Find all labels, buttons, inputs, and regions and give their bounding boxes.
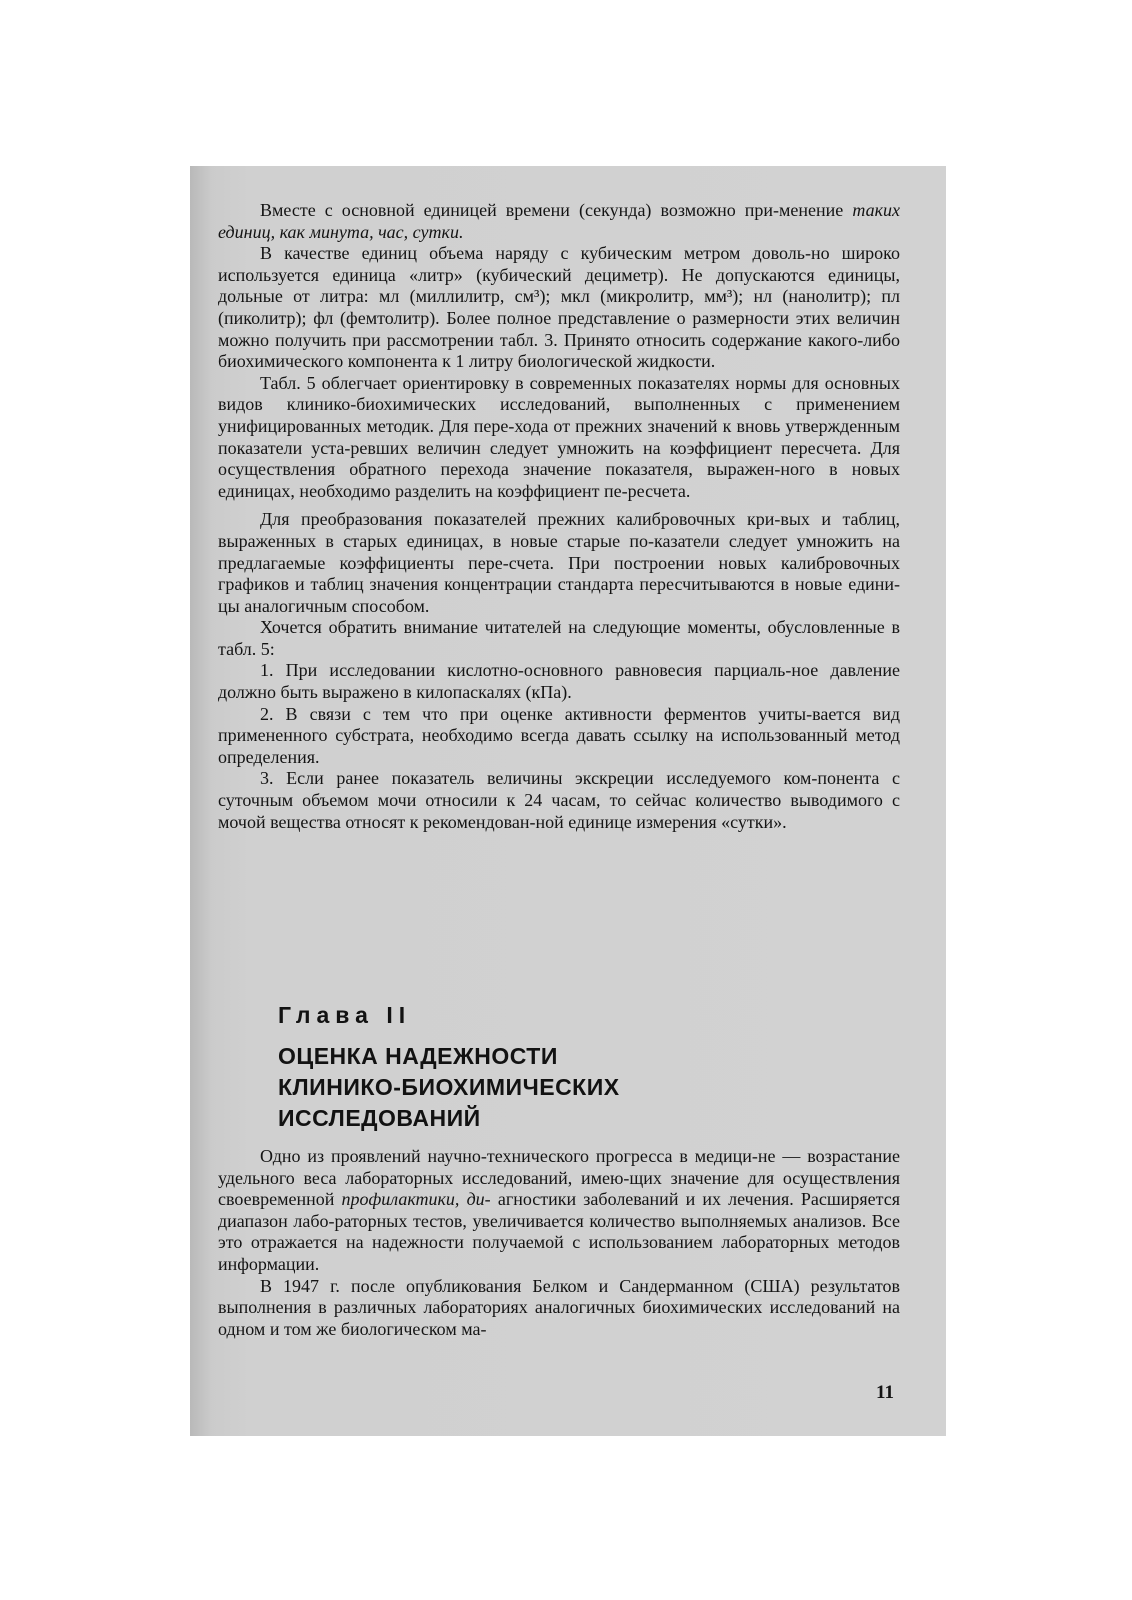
body-text-bottom: [218, 1146, 900, 1340]
paragraph-3: Табл. 5 облегчает ориентировку в современных показателях нормы для основных видов клинико-биохимических исследований, выполненных с применением унифицированных методик. Для пере-хода от прежних значений к вновь утвержденным показатели уста-ревших величин следует умножить на коэффициент пересчета. Для осуществления обратного перехода значение показателя, выражен-ного в новых единицах, необходимо разделить на коэффициент пе-ресчета.: [218, 372, 900, 501]
list-item-3: 3. Если ранее показатель величины экскреции исследуемого ком-понента с суточным объемом мочи относили к 24 часам, то сейчас количество выводимого с мочой вещества относят к рекомендован-ной единице измерения «сутки».: [218, 768, 900, 832]
body-text-top: [218, 200, 900, 833]
chapter-title-line-2: КЛИНИКО-БИОХИМИЧЕСКИХ: [278, 1074, 620, 1100]
chapter-title-line-1: ОЦЕНКА НАДЕЖНОСТИ: [278, 1043, 558, 1069]
chapter-title-line-3: ИССЛЕДОВАНИЙ: [278, 1105, 481, 1131]
paragraph-2: В качестве единиц объема наряду с кубическим метром доволь-но широко используется единица «литр» (кубический дециметр). Не допускаются единицы, дольные от литра: мл (миллилитр, см³); мкл (микролитр, мм³); нл (нанолитр); пл (пиколитр); фл (фемтолитр). Более полное представление о размерности этих величин можно получить при рассмотрении табл. 3. Принято относить содержание какого-либо биохимического компонента к 1 литру биологической жидкости.: [218, 243, 900, 372]
paragraph-4: Для преобразования показателей прежних калибровочных кри-вых и таблиц, выраженных в старых единицах, в новые старые по-казатели следует умножить на предлагаемые коэффициенты пере-счета. При построении новых калибровочных графиков и таблиц значения концентрации стандарта пересчитываются в новые едини-цы аналогичным способом.: [218, 509, 900, 616]
chapter-label: Глава II: [278, 1002, 412, 1028]
paragraph-6: Одно из проявлений научно-технического прогресса в медици-не — возрастание удельного веса лабораторных исследований, имею-щих значение для осуществления своевременной профилактики, ди- агностики заболеваний и их лечения. Расширяется диапазон лабо-раторных тестов, увеличивается количество выполняемых анализов. Все это отражается на надежности получаемой с использованием лабораторных методов информации.: [218, 1146, 900, 1274]
paragraph-1: Вместе с основной единицей времени (секунда) возможно при-менение таких единиц, как минута, час, сутки.: [218, 200, 900, 242]
paragraph-5: Хочется обратить внимание читателей на следующие моменты, обусловленные в табл. 5:: [218, 617, 900, 659]
chapter-heading: [278, 1002, 620, 1134]
paragraph-7: В 1947 г. после опубликования Белком и Сандерманном (США) результатов выполнения в различных лабораториях аналогичных биохимических исследований на одном и том же биологическом ма-: [218, 1275, 900, 1339]
list-item-2: 2. В связи с тем что при оценке активности ферментов учиты-вается вид примененного субстрата, необходимо всегда давать ссылку на использованный метод определения.: [218, 703, 900, 767]
page-number: 11: [876, 1382, 894, 1403]
scanned-page: [190, 166, 946, 1436]
list-item-1: 1. При исследовании кислотно-основного равновесия парциаль-ное давление должно быть выражено в килопаскалях (кПа).: [218, 660, 900, 703]
chapter-title: [278, 1041, 620, 1134]
